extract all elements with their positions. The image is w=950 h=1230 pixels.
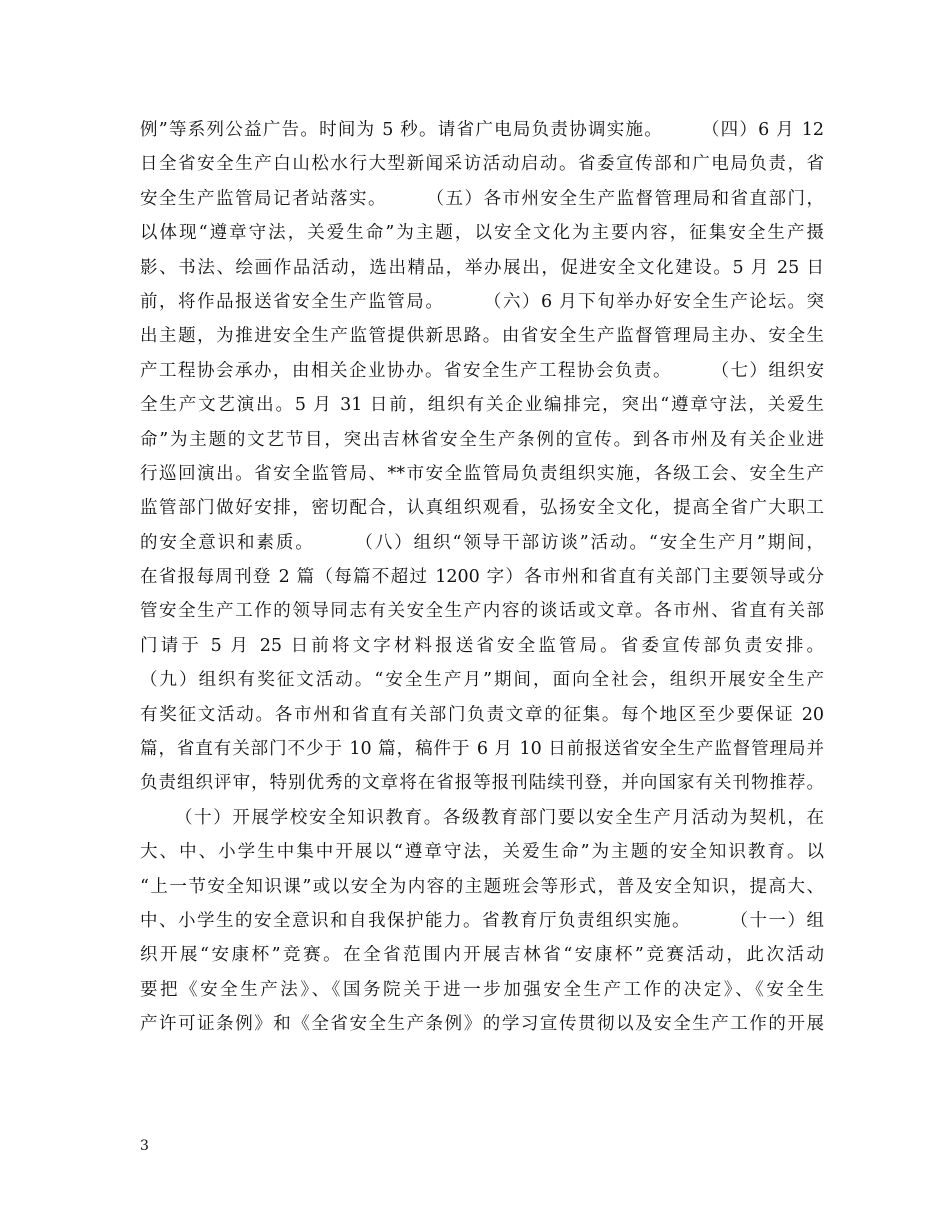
text-line: 产许可证条例》和《全省安全生产条例》的学习宣传贯彻以及安全生产工作的开展	[140, 1014, 824, 1035]
text-line: （九）组织有奖征文活动。“安全生产月”期间，面向全社会，组织开展安全生产	[140, 670, 824, 691]
text-line: 产工程协会承办，由相关企业协办。省安全生产工程协会负责。 （七）组织安	[140, 360, 824, 381]
text-line: “上一节安全知识课”或以安全为内容的主题班会等形式，普及安全知识，提高大、	[140, 876, 824, 897]
text-line: 监管部门做好安排，密切配合，认真组织观看，弘扬安全文化，提高全省广大职工	[140, 498, 824, 519]
text-line: 出主题，为推进安全生产监管提供新思路。由省安全生产监督管理局主办、安全生	[140, 326, 824, 347]
text-line: 命”为主题的文艺节目，突出吉林省安全生产条例的宣传。到各市州及有关企业进	[140, 429, 824, 450]
text-line: 在省报每周刊登 2 篇（每篇不超过 1200 字）各市州和省直有关部门主要领导或分	[140, 567, 824, 588]
text-line: 篇，省直有关部门不少于 10 篇，稿件于 6 月 10 日前报送省安全生产监督管理局并	[140, 739, 824, 760]
text-line: 织开展“安康杯”竞赛。在全省范围内开展吉林省“安康杯”竞赛活动，此次活动	[140, 945, 824, 966]
text-line: 大、中、小学生中集中开展以“遵章守法，关爱生命”为主题的安全知识教育。以	[140, 842, 824, 863]
text-line: 影、书法、绘画作品活动，选出精品，举办展出，促进安全文化建设。5 月 25 日	[140, 257, 824, 278]
text-line: 负责组织评审，特别优秀的文章将在省报等报刊陆续刊登，并向国家有关刊物推荐。	[140, 773, 824, 794]
paragraph-first-line: （十）开展学校安全知识教育。各级教育部门要以安全生产月活动为契机，在	[175, 807, 824, 828]
text-line: 全生产文艺演出。5 月 31 日前，组织有关企业编排完，突出“遵章守法，关爱生	[140, 395, 824, 416]
text-line: 要把《安全生产法》、《国务院关于进一步加强安全生产工作的决定》、《安全生	[140, 979, 824, 1000]
text-line: 门请于 5 月 25 日前将文字材料报送省安全监管局。省委宣传部负责安排。	[140, 635, 824, 656]
text-line: 例”等系列公益广告。时间为 5 秒。请省广电局负责协调实施。 （四）6 月 12	[140, 120, 824, 140]
text-line: 中、小学生的安全意识和自我保护能力。省教育厅负责组织实施。 （十一）组	[140, 910, 824, 931]
text-line: 的安全意识和素质。 （八）组织“领导干部访谈”活动。“安全生产月”期间，	[140, 532, 824, 553]
text-line: 前，将作品报送省安全生产监管局。 （六）6 月下旬举办好安全生产论坛。突	[140, 291, 824, 312]
text-line: 管安全生产工作的领导同志有关安全生产内容的谈话或文章。各市州、省直有关部	[140, 601, 824, 622]
text-line: 以体现“遵章守法，关爱生命”为主题，以安全文化为主要内容，征集安全生产摄	[140, 223, 824, 244]
text-line: 安全生产监管局记者站落实。 （五）各市州安全生产监督管理局和省直部门，	[140, 188, 824, 209]
page-number: 3	[140, 1138, 149, 1154]
text-line: 有奖征文活动。各市州和省直有关部门负责文章的征集。每个地区至少要保证 20	[140, 704, 824, 725]
body-text	[140, 113, 824, 1042]
text-line: 日全省安全生产白山松水行大型新闻采访活动启动。省委宣传部和广电局负责，省	[140, 154, 824, 175]
text-line: 行巡回演出。省安全监管局、**市安全监管局负责组织实施，各级工会、安全生产	[140, 463, 824, 484]
